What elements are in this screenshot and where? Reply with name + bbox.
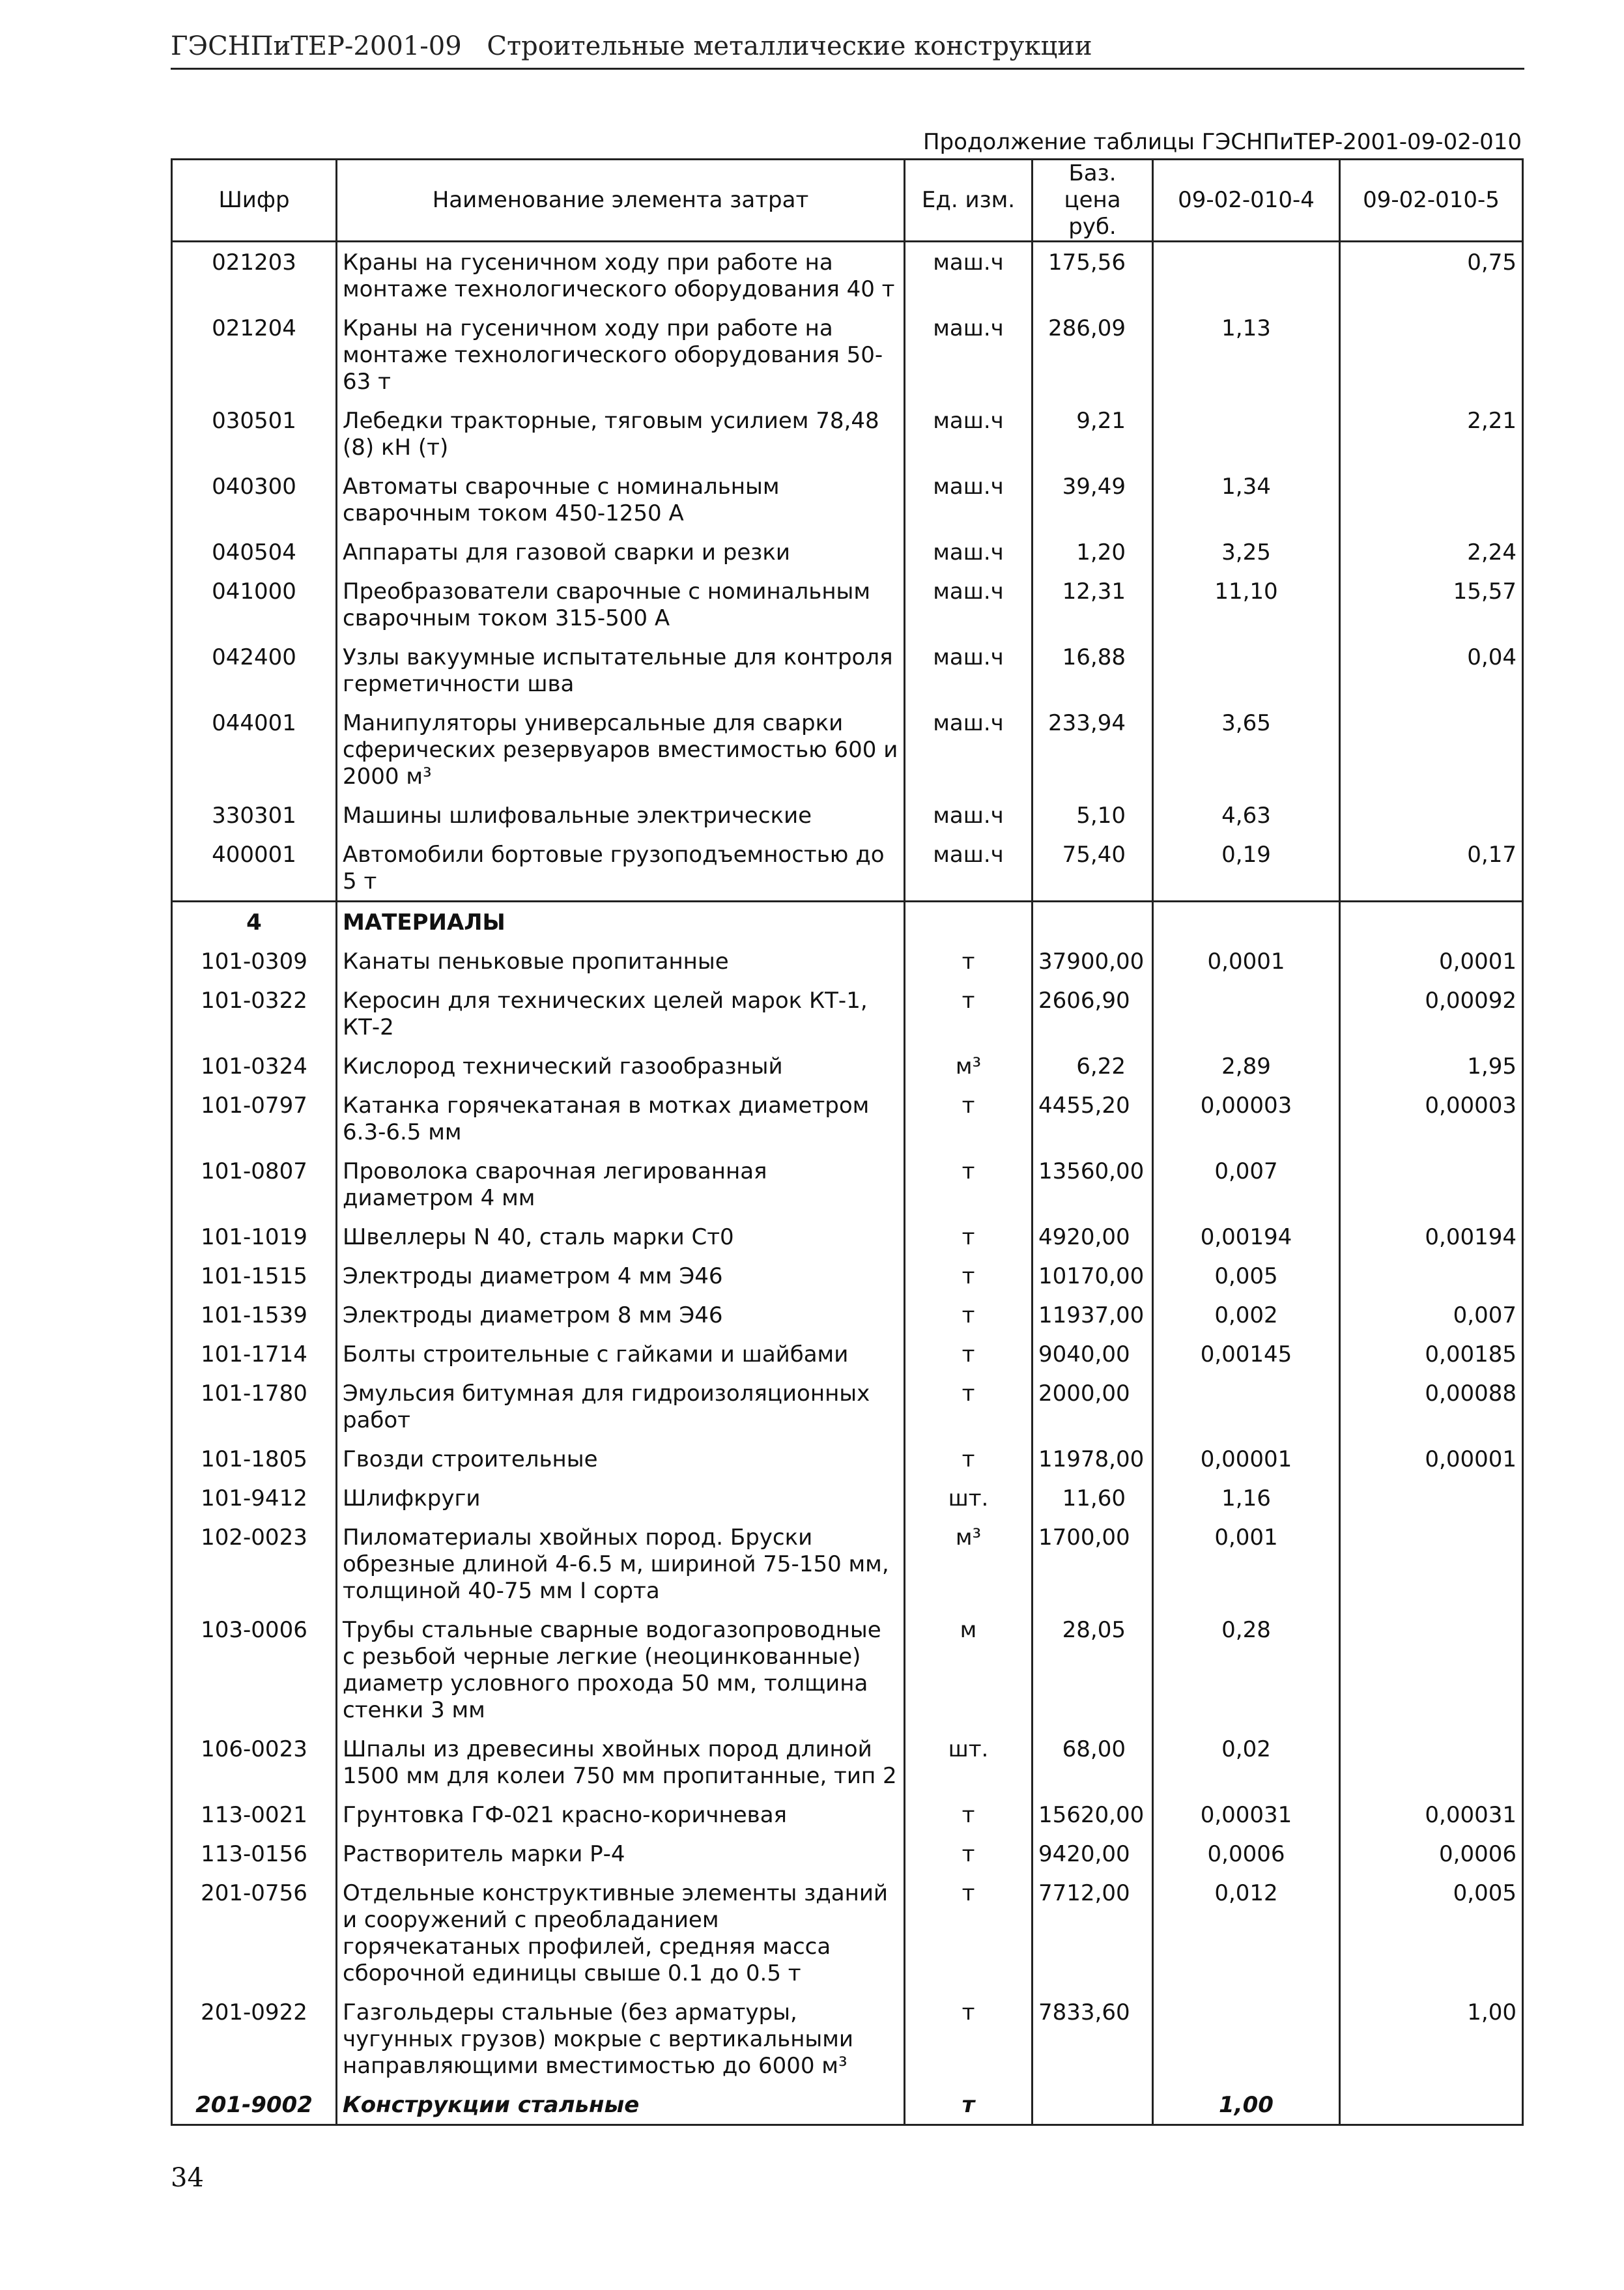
cell-code: 103-0006 bbox=[172, 1610, 337, 1729]
cell-name: Краны на гусеничном ходу при работе на монтаже технологического оборудования 50-63 т bbox=[337, 308, 905, 401]
cell-09-02-010-5: 2,21 bbox=[1340, 401, 1523, 466]
cell-09-02-010-4: 1,16 bbox=[1153, 1478, 1340, 1517]
cell-name: Катанка горячекатаная в мотках диаметром 6.3-6.5 мм bbox=[337, 1085, 905, 1151]
cell-name: Болты строительные с гайками и шайбами bbox=[337, 1334, 905, 1373]
cell-09-02-010-5 bbox=[1340, 308, 1523, 401]
cell-name: Преобразователи сварочные с номинальным сварочным током 315-500 А bbox=[337, 571, 905, 637]
cell-09-02-010-4: 0,00145 bbox=[1153, 1334, 1340, 1373]
cell-09-02-010-5: 0,04 bbox=[1340, 637, 1523, 703]
cell-price: 4920,00 bbox=[1033, 1217, 1153, 1256]
empty-cell bbox=[905, 902, 1033, 942]
cell-code: 030501 bbox=[172, 401, 337, 466]
table-row bbox=[172, 703, 1523, 795]
cell-unit: м³ bbox=[905, 1517, 1033, 1610]
cell-code: 330301 bbox=[172, 795, 337, 835]
cell-price: 2000,00 bbox=[1033, 1373, 1153, 1439]
cell-09-02-010-4: 0,02 bbox=[1153, 1729, 1340, 1795]
cell-unit: маш.ч bbox=[905, 637, 1033, 703]
cell-code: 113-0021 bbox=[172, 1795, 337, 1834]
table-row bbox=[172, 1085, 1523, 1151]
cell-09-02-010-4: 3,25 bbox=[1153, 532, 1340, 571]
cell-price: 13560,00 bbox=[1033, 1151, 1153, 1217]
cell-09-02-010-4: 0,00003 bbox=[1153, 1085, 1340, 1151]
table-row bbox=[172, 401, 1523, 466]
cell-09-02-010-5: 15,57 bbox=[1340, 571, 1523, 637]
table-row bbox=[172, 1517, 1523, 1610]
doc-code: ГЭСНПиТЕР-2001-09 bbox=[171, 31, 462, 61]
table-row bbox=[172, 571, 1523, 637]
cell-name: Пиломатериалы хвойных пород. Бруски обрезные длиной 4-6.5 м, шириной 75-150 мм, толщиной 40-75 мм I сорта bbox=[337, 1517, 905, 1610]
cell-09-02-010-4: 0,007 bbox=[1153, 1151, 1340, 1217]
materials-section bbox=[172, 902, 1523, 942]
cell-code: 101-0797 bbox=[172, 1085, 337, 1151]
cell-name: Узлы вакуумные испытательные для контроля герметичности шва bbox=[337, 637, 905, 703]
cell-name: Грунтовка ГФ-021 красно-коричневая bbox=[337, 1795, 905, 1834]
table-row bbox=[172, 242, 1523, 309]
cell-code: 040300 bbox=[172, 466, 337, 532]
cell-code: 041000 bbox=[172, 571, 337, 637]
cell-price: 233,94 bbox=[1033, 703, 1153, 795]
cell-name: Лебедки тракторные, тяговым усилием 78,48 (8) кН (т) bbox=[337, 401, 905, 466]
column-header-price: Баз. цена руб. bbox=[1033, 160, 1153, 242]
cell-09-02-010-4 bbox=[1153, 1992, 1340, 2085]
page-number: 34 bbox=[171, 2163, 204, 2193]
table-row bbox=[172, 1334, 1523, 1373]
cell-09-02-010-4: 0,002 bbox=[1153, 1295, 1340, 1334]
cell-name: Газгольдеры стальные (без арматуры, чугунных грузов) мокрые с вертикальными направляющими вместимостью до 6000 м³ bbox=[337, 1992, 905, 2085]
cell-09-02-010-5 bbox=[1340, 466, 1523, 532]
materials-body bbox=[172, 941, 1523, 2085]
cell-09-02-010-5 bbox=[1340, 1478, 1523, 1517]
cell-09-02-010-4 bbox=[1153, 980, 1340, 1046]
cell-09-02-010-5: 0,005 bbox=[1340, 1873, 1523, 1992]
cell-name: Растворитель марки Р-4 bbox=[337, 1834, 905, 1873]
cell-09-02-010-5: 0,0006 bbox=[1340, 1834, 1523, 1873]
cell-code: 101-0324 bbox=[172, 1046, 337, 1085]
cell-09-02-010-4: 0,28 bbox=[1153, 1610, 1340, 1729]
cell-unit: маш.ч bbox=[905, 308, 1033, 401]
table-row bbox=[172, 1610, 1523, 1729]
cell-unit: маш.ч bbox=[905, 835, 1033, 902]
cell-name: Аппараты для газовой сварки и резки bbox=[337, 532, 905, 571]
empty-cell bbox=[1153, 902, 1340, 942]
cell-name: Проволока сварочная легированная диаметром 4 мм bbox=[337, 1151, 905, 1217]
final-section bbox=[172, 2085, 1523, 2125]
cell-unit: т bbox=[905, 1373, 1033, 1439]
cell-price: 68,00 bbox=[1033, 1729, 1153, 1795]
cell-unit: т bbox=[905, 1992, 1033, 2085]
cell-code: 101-1805 bbox=[172, 1439, 337, 1478]
cell-09-02-010-4: 4,63 bbox=[1153, 795, 1340, 835]
cell-unit: маш.ч bbox=[905, 795, 1033, 835]
cell-price: 75,40 bbox=[1033, 835, 1153, 902]
cell-name: Керосин для технических целей марок КТ-1, КТ-2 bbox=[337, 980, 905, 1046]
cell-price: 1,20 bbox=[1033, 532, 1153, 571]
table-row bbox=[172, 941, 1523, 980]
cell-code: 101-1539 bbox=[172, 1295, 337, 1334]
cell-price: 2606,90 bbox=[1033, 980, 1153, 1046]
cell-name: Отдельные конструктивные элементы зданий и сооружений с преобладанием горячекатаных профилей, средняя масса сборочной единицы свыше 0.1 до 0.5 т bbox=[337, 1873, 905, 1992]
cell-unit: т bbox=[905, 1295, 1033, 1334]
cell-price bbox=[1033, 2085, 1153, 2125]
cell-code: 201-0756 bbox=[172, 1873, 337, 1992]
cell-code: 106-0023 bbox=[172, 1729, 337, 1795]
cell-price: 6,22 bbox=[1033, 1046, 1153, 1085]
table-row bbox=[172, 795, 1523, 835]
cell-09-02-010-5: 0,00031 bbox=[1340, 1795, 1523, 1834]
cell-09-02-010-5: 0,00003 bbox=[1340, 1085, 1523, 1151]
cell-09-02-010-5: 0,00092 bbox=[1340, 980, 1523, 1046]
cell-code: 101-9412 bbox=[172, 1478, 337, 1517]
cell-09-02-010-5 bbox=[1340, 1610, 1523, 1729]
cell-09-02-010-4: 0,001 bbox=[1153, 1517, 1340, 1610]
table-row bbox=[172, 980, 1523, 1046]
cell-code: 400001 bbox=[172, 835, 337, 902]
cell-name: Электроды диаметром 4 мм Э46 bbox=[337, 1256, 905, 1295]
cell-09-02-010-4: 11,10 bbox=[1153, 571, 1340, 637]
table-row bbox=[172, 1256, 1523, 1295]
cell-name: Машины шлифовальные электрические bbox=[337, 795, 905, 835]
cell-09-02-010-5: 0,00194 bbox=[1340, 1217, 1523, 1256]
machines-body bbox=[172, 242, 1523, 902]
cell-unit: т bbox=[905, 980, 1033, 1046]
cell-price: 28,05 bbox=[1033, 1610, 1153, 1729]
cell-09-02-010-5 bbox=[1340, 1729, 1523, 1795]
cell-unit: м³ bbox=[905, 1046, 1033, 1085]
cell-price: 11,60 bbox=[1033, 1478, 1153, 1517]
cell-price: 7833,60 bbox=[1033, 1992, 1153, 2085]
section-row-materials bbox=[172, 902, 1523, 942]
cell-code: 101-0322 bbox=[172, 980, 337, 1046]
cell-unit: т bbox=[905, 1795, 1033, 1834]
cell-unit: т bbox=[905, 941, 1033, 980]
cell-code: 113-0156 bbox=[172, 1834, 337, 1873]
cell-09-02-010-4: 1,34 bbox=[1153, 466, 1340, 532]
cell-09-02-010-4: 1,13 bbox=[1153, 308, 1340, 401]
cell-name: Кислород технический газообразный bbox=[337, 1046, 905, 1085]
cell-code: 021203 bbox=[172, 242, 337, 309]
cell-code: 101-1019 bbox=[172, 1217, 337, 1256]
cell-code: 040504 bbox=[172, 532, 337, 571]
table-row bbox=[172, 637, 1523, 703]
cell-09-02-010-4: 0,0001 bbox=[1153, 941, 1340, 980]
cell-09-02-010-4: 0,00001 bbox=[1153, 1439, 1340, 1478]
cost-table bbox=[171, 158, 1524, 2126]
table-row bbox=[172, 1992, 1523, 2085]
cell-09-02-010-5: 2,24 bbox=[1340, 532, 1523, 571]
cell-unit: м bbox=[905, 1610, 1033, 1729]
cell-09-02-010-5 bbox=[1340, 795, 1523, 835]
table-row bbox=[172, 1729, 1523, 1795]
cell-price: 4455,20 bbox=[1033, 1085, 1153, 1151]
table-row bbox=[172, 308, 1523, 401]
cell-unit: т bbox=[905, 1439, 1033, 1478]
cell-name: Манипуляторы универсальные для сварки сферических резервуаров вместимостью 600 и 2000 м³ bbox=[337, 703, 905, 795]
cell-code: 021204 bbox=[172, 308, 337, 401]
table-row bbox=[172, 1046, 1523, 1085]
cell-09-02-010-5: 0,0001 bbox=[1340, 941, 1523, 980]
cell-code: 101-1515 bbox=[172, 1256, 337, 1295]
cell-price: 7712,00 bbox=[1033, 1873, 1153, 1992]
cell-price: 11978,00 bbox=[1033, 1439, 1153, 1478]
cell-code: 042400 bbox=[172, 637, 337, 703]
table-row bbox=[172, 1834, 1523, 1873]
cell-price: 10170,00 bbox=[1033, 1256, 1153, 1295]
cell-09-02-010-4: 0,00194 bbox=[1153, 1217, 1340, 1256]
cell-name: Трубы стальные сварные водогазопроводные с резьбой черные легкие (неоцинкованные) диаметр условного прохода 50 мм, толщина стенки 3 мм bbox=[337, 1610, 905, 1729]
table-row bbox=[172, 1373, 1523, 1439]
cell-name: Краны на гусеничном ходу при работе на монтаже технологического оборудования 40 т bbox=[337, 242, 905, 309]
section-title: МАТЕРИАЛЫ bbox=[337, 902, 905, 942]
cell-09-02-010-5: 0,00185 bbox=[1340, 1334, 1523, 1373]
table-row bbox=[172, 835, 1523, 902]
cell-code: 044001 bbox=[172, 703, 337, 795]
cell-name: Эмульсия битумная для гидроизоляционных работ bbox=[337, 1373, 905, 1439]
cell-09-02-010-5 bbox=[1340, 1256, 1523, 1295]
empty-cell bbox=[1033, 902, 1153, 942]
cell-unit: т bbox=[905, 1256, 1033, 1295]
section-code: 4 bbox=[172, 902, 337, 942]
table-row bbox=[172, 1439, 1523, 1478]
cell-code: 102-0023 bbox=[172, 1517, 337, 1610]
cell-price: 5,10 bbox=[1033, 795, 1153, 835]
table-row-final bbox=[172, 2085, 1523, 2125]
table-header-row bbox=[172, 160, 1523, 242]
cell-name: Автоматы сварочные с номинальным сварочным током 450-1250 А bbox=[337, 466, 905, 532]
cell-09-02-010-5: 0,00001 bbox=[1340, 1439, 1523, 1478]
cell-09-02-010-4: 1,00 bbox=[1153, 2085, 1340, 2125]
table-row bbox=[172, 1151, 1523, 1217]
cell-price: 9040,00 bbox=[1033, 1334, 1153, 1373]
cell-name: Швеллеры N 40, сталь марки Ст0 bbox=[337, 1217, 905, 1256]
cell-09-02-010-5: 0,00088 bbox=[1340, 1373, 1523, 1439]
cell-price: 37900,00 bbox=[1033, 941, 1153, 980]
table-row bbox=[172, 1217, 1523, 1256]
doc-title: Строительные металлические конструкции bbox=[487, 31, 1092, 61]
cell-09-02-010-5 bbox=[1340, 1151, 1523, 1217]
table-row bbox=[172, 532, 1523, 571]
cell-09-02-010-4 bbox=[1153, 1373, 1340, 1439]
cell-09-02-010-4: 2,89 bbox=[1153, 1046, 1340, 1085]
cell-09-02-010-4: 0,00031 bbox=[1153, 1795, 1340, 1834]
table-row bbox=[172, 1295, 1523, 1334]
cell-unit: т bbox=[905, 1151, 1033, 1217]
cell-unit: шт. bbox=[905, 1478, 1033, 1517]
cell-09-02-010-4: 0,19 bbox=[1153, 835, 1340, 902]
cell-price: 39,49 bbox=[1033, 466, 1153, 532]
cell-09-02-010-5: 0,17 bbox=[1340, 835, 1523, 902]
cell-price: 9,21 bbox=[1033, 401, 1153, 466]
column-header-name: Наименование элемента затрат bbox=[337, 160, 905, 242]
cell-name: Шпалы из древесины хвойных пород длиной 1500 мм для колеи 750 мм пропитанные, тип 2 bbox=[337, 1729, 905, 1795]
cell-unit: маш.ч bbox=[905, 401, 1033, 466]
column-header-09-02-010-5: 09-02-010-5 bbox=[1340, 160, 1523, 242]
cell-code: 201-9002 bbox=[172, 2085, 337, 2125]
cell-price: 16,88 bbox=[1033, 637, 1153, 703]
table-row bbox=[172, 1478, 1523, 1517]
cell-name: Электроды диаметром 8 мм Э46 bbox=[337, 1295, 905, 1334]
cell-price: 9420,00 bbox=[1033, 1834, 1153, 1873]
table-row bbox=[172, 1795, 1523, 1834]
cell-name: Канаты пеньковые пропитанные bbox=[337, 941, 905, 980]
cell-09-02-010-4 bbox=[1153, 637, 1340, 703]
cell-unit: т bbox=[905, 1217, 1033, 1256]
cell-name: Конструкции стальные bbox=[337, 2085, 905, 2125]
cell-unit: т bbox=[905, 2085, 1033, 2125]
cell-unit: т bbox=[905, 1085, 1033, 1151]
cell-09-02-010-4: 0,012 bbox=[1153, 1873, 1340, 1992]
cell-09-02-010-5: 1,00 bbox=[1340, 1992, 1523, 2085]
cell-price: 175,56 bbox=[1033, 242, 1153, 309]
cell-09-02-010-5: 0,007 bbox=[1340, 1295, 1523, 1334]
cell-name: Гвозди строительные bbox=[337, 1439, 905, 1478]
cell-price: 11937,00 bbox=[1033, 1295, 1153, 1334]
cell-name: Шлифкруги bbox=[337, 1478, 905, 1517]
cell-09-02-010-5: 0,75 bbox=[1340, 242, 1523, 309]
cell-09-02-010-4: 3,65 bbox=[1153, 703, 1340, 795]
cell-unit: маш.ч bbox=[905, 532, 1033, 571]
table-row bbox=[172, 1873, 1523, 1992]
cell-unit: маш.ч bbox=[905, 466, 1033, 532]
cell-09-02-010-4: 0,005 bbox=[1153, 1256, 1340, 1295]
column-header-unit: Ед. изм. bbox=[905, 160, 1033, 242]
cell-unit: маш.ч bbox=[905, 571, 1033, 637]
cell-code: 101-1714 bbox=[172, 1334, 337, 1373]
cell-unit: т bbox=[905, 1834, 1033, 1873]
cell-price: 12,31 bbox=[1033, 571, 1153, 637]
cell-price: 286,09 bbox=[1033, 308, 1153, 401]
cell-price: 1700,00 bbox=[1033, 1517, 1153, 1610]
cell-09-02-010-4: 0,0006 bbox=[1153, 1834, 1340, 1873]
column-header-09-02-010-4: 09-02-010-4 bbox=[1153, 160, 1340, 242]
cell-unit: т bbox=[905, 1873, 1033, 1992]
cell-unit: т bbox=[905, 1334, 1033, 1373]
cell-code: 201-0922 bbox=[172, 1992, 337, 2085]
cell-price: 15620,00 bbox=[1033, 1795, 1153, 1834]
cell-09-02-010-5 bbox=[1340, 2085, 1523, 2125]
table-caption: Продолжение таблицы ГЭСНПиТЕР-2001-09-02-010 bbox=[922, 129, 1522, 155]
cell-code: 101-1780 bbox=[172, 1373, 337, 1439]
cell-09-02-010-4 bbox=[1153, 242, 1340, 309]
cell-unit: маш.ч bbox=[905, 242, 1033, 309]
empty-cell bbox=[1340, 902, 1523, 942]
cell-09-02-010-5 bbox=[1340, 703, 1523, 795]
table-row bbox=[172, 466, 1523, 532]
cell-code: 101-0807 bbox=[172, 1151, 337, 1217]
cell-name: Автомобили бортовые грузоподъемностью до 5 т bbox=[337, 835, 905, 902]
cell-unit: маш.ч bbox=[905, 703, 1033, 795]
cell-09-02-010-5: 1,95 bbox=[1340, 1046, 1523, 1085]
cell-code: 101-0309 bbox=[172, 941, 337, 980]
column-header-code: Шифр bbox=[172, 160, 337, 242]
cell-09-02-010-5 bbox=[1340, 1517, 1523, 1610]
page-header bbox=[171, 31, 1524, 70]
cell-09-02-010-4 bbox=[1153, 401, 1340, 466]
cell-unit: шт. bbox=[905, 1729, 1033, 1795]
